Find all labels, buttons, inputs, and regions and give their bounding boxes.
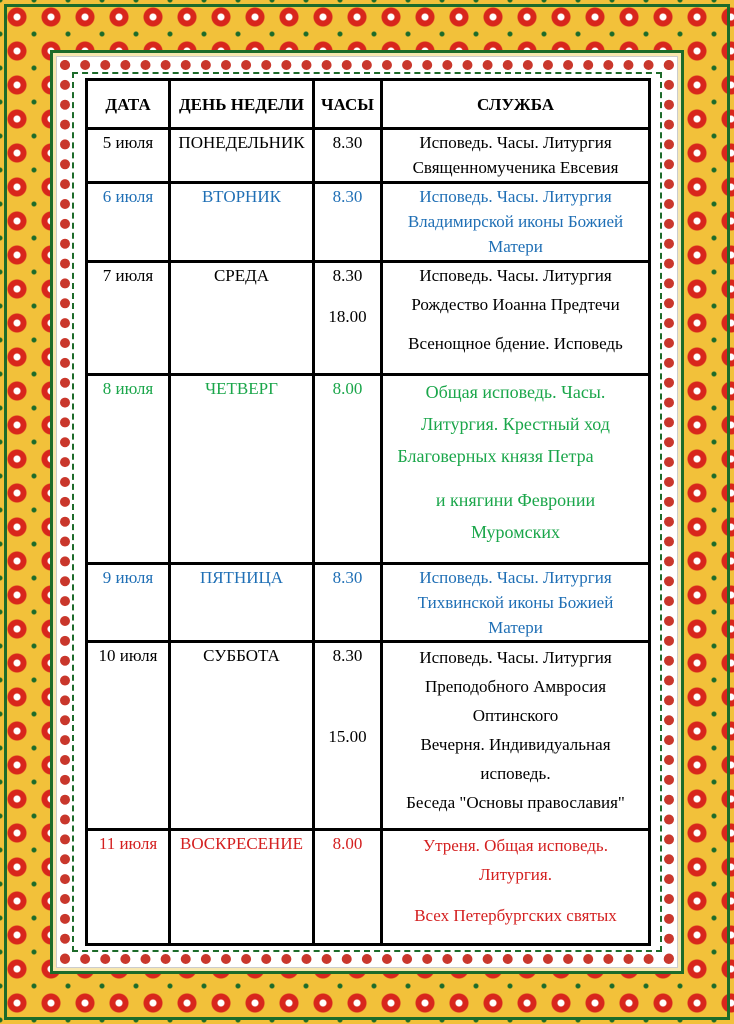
day-cell: СУББОТА (170, 642, 314, 830)
header-hours: ЧАСЫ (314, 80, 382, 129)
service-line: Исповедь. Часы. Литургия (419, 568, 612, 587)
day-cell: ЧЕТВЕРГ (170, 375, 314, 564)
time-value: 15.00 (328, 727, 367, 746)
header-day: ДЕНЬ НЕДЕЛИ (170, 80, 314, 129)
header-date: ДАТА (87, 80, 170, 129)
date-cell: 11 июля (87, 830, 170, 945)
service-line: Исповедь. Часы. Литургия (419, 648, 612, 667)
table-row (87, 375, 650, 564)
date-cell: 7 июля (87, 262, 170, 375)
time-value: 8.30 (332, 646, 363, 665)
service-line: Тихвинской иконы Божией (417, 593, 614, 612)
day-cell: ВТОРНИК (170, 183, 314, 262)
time-cell: 8.30 (314, 183, 382, 262)
service-line: Владимирской иконы Божией (407, 212, 624, 231)
service-line: Общая исповедь. Часы. (425, 382, 606, 402)
date-cell: 5 июля (87, 129, 170, 183)
day-cell: ПОНЕДЕЛЬНИК (170, 129, 314, 183)
table-row (87, 564, 650, 642)
day-cell: ПЯТНИЦА (170, 564, 314, 642)
time-cell: 8.00 (314, 375, 382, 564)
time-cell (314, 642, 382, 830)
service-line: Рождество Иоанна Предтечи (411, 295, 620, 314)
service-cell (382, 262, 650, 375)
header-service: СЛУЖБА (382, 80, 650, 129)
service-cell (382, 375, 650, 564)
service-line: Всех Петербургских святых (414, 906, 617, 925)
date-cell: 8 июля (87, 375, 170, 564)
service-line: Утреня. Общая исповедь. (423, 836, 608, 855)
table-row (87, 262, 650, 375)
service-line: Всенощное бдение. Исповедь (408, 334, 623, 353)
table-row (87, 183, 650, 262)
date-cell: 6 июля (87, 183, 170, 262)
service-line: исповедь. (480, 764, 551, 783)
service-line: Матери (488, 237, 543, 256)
time-cell: 8.00 (314, 830, 382, 945)
day-cell: ВОСКРЕСЕНИЕ (170, 830, 314, 945)
date-cell: 9 июля (87, 564, 170, 642)
service-cell (382, 642, 650, 830)
table-header (87, 80, 650, 129)
service-line: и княгини Февронии (435, 490, 596, 510)
date-cell: 10 июля (87, 642, 170, 830)
service-line: Муромских (471, 522, 560, 542)
time-value: 8.30 (332, 266, 363, 285)
service-line: Исповедь. Часы. Литургия (419, 133, 612, 152)
service-cell (382, 129, 650, 183)
service-cell (382, 564, 650, 642)
table-row (87, 830, 650, 945)
service-line: Исповедь. Часы. Литургия (419, 266, 612, 285)
service-line: Литургия. Крестный ход (421, 414, 610, 434)
service-cell (382, 183, 650, 262)
service-line: Преподобного Амвросия (424, 677, 607, 696)
schedule-table (85, 78, 651, 946)
time-cell: 8.30 (314, 564, 382, 642)
service-cell (382, 830, 650, 945)
service-line: Оптинского (472, 706, 559, 725)
time-cell (314, 262, 382, 375)
service-line: Священномученика Евсевия (412, 158, 619, 177)
table-row (87, 642, 650, 830)
service-line: Исповедь. Часы. Литургия (419, 187, 612, 206)
day-cell: СРЕДА (170, 262, 314, 375)
service-line: Литургия. (479, 865, 552, 884)
time-cell: 8.30 (314, 129, 382, 183)
time-value: 18.00 (328, 307, 367, 326)
service-line: Благоверных князя Петра (397, 446, 594, 466)
table-row (87, 129, 650, 183)
service-line: Вечерня. Индивидуальная (420, 735, 611, 754)
service-line: Беседа "Основы православия" (406, 793, 625, 812)
service-line: Матери (488, 618, 543, 637)
